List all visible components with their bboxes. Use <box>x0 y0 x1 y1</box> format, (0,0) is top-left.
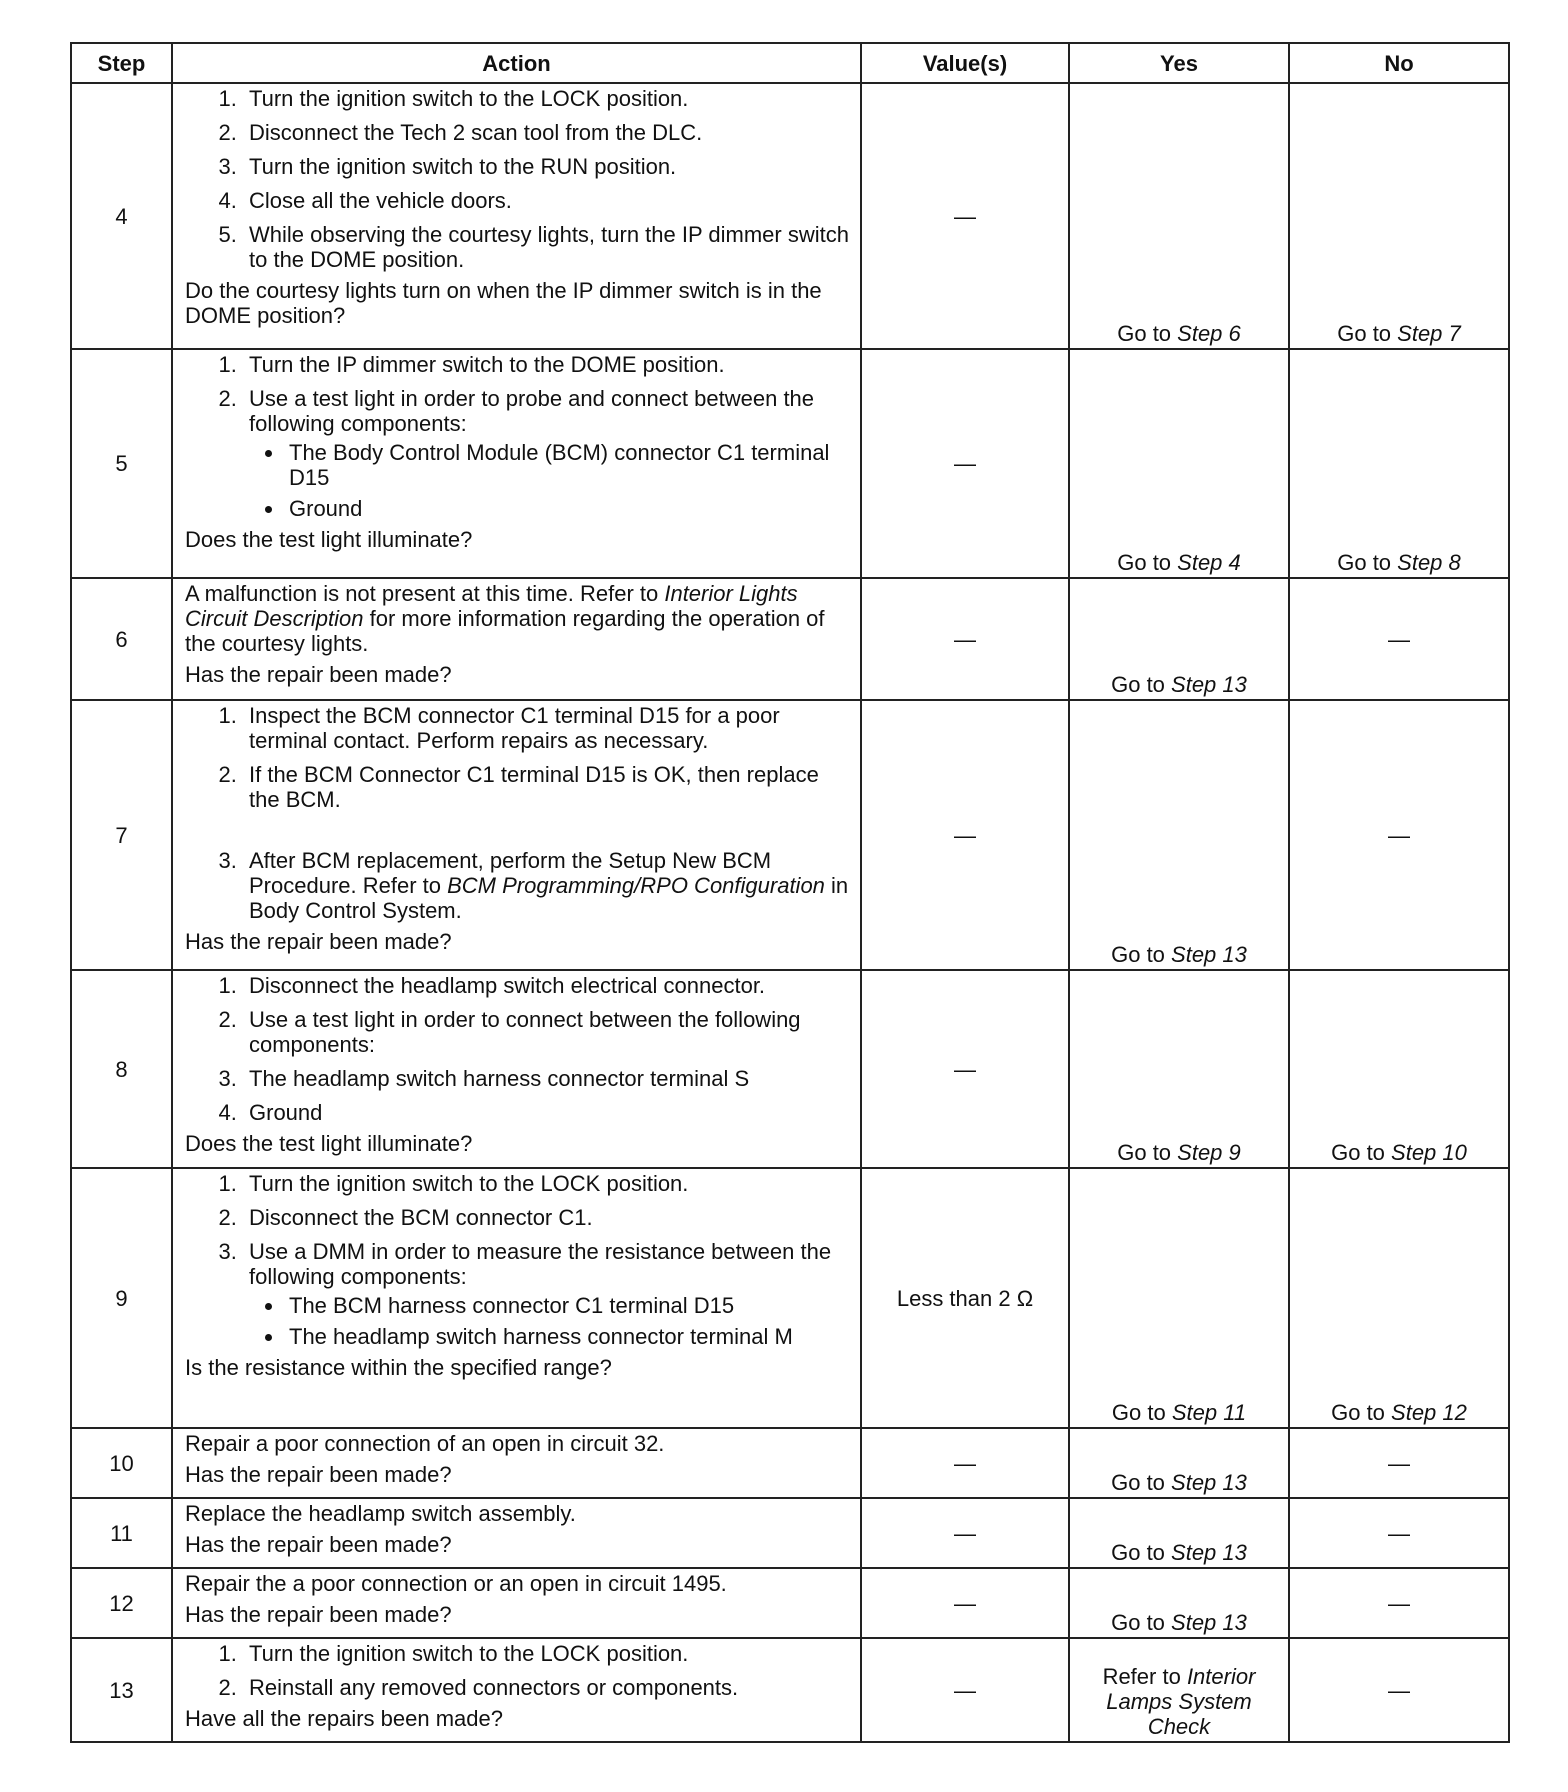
action-list <box>185 1171 852 1349</box>
action-item: 1. Turn the ignition switch to the LOCK position. <box>243 86 852 111</box>
yes-prefix: Go to <box>1111 1470 1172 1495</box>
action-item: 3. The headlamp switch harness connector terminal S <box>243 1066 852 1091</box>
yes-cell <box>1069 1638 1289 1742</box>
value-cell: — <box>861 1428 1069 1498</box>
question-text: Has the repair been made? <box>185 929 452 954</box>
value-cell: — <box>861 1568 1069 1638</box>
yes-prefix: Go to <box>1111 1540 1172 1565</box>
value-cell: — <box>861 700 1069 970</box>
header-values: Value(s) <box>861 43 1069 83</box>
component-item: • The BCM harness connector C1 terminal D15 <box>285 1293 852 1318</box>
no-cell <box>1289 349 1509 578</box>
paragraph-text: for more information regarding the operation of the courtesy lights. <box>185 606 825 656</box>
action-item: 2. Reinstall any removed connectors or components. <box>243 1675 852 1700</box>
value-cell: Less than 2 Ω <box>861 1168 1069 1428</box>
yes-prefix: Go to <box>1111 672 1172 697</box>
yes-prefix: Go to <box>1117 321 1178 346</box>
yes-prefix: Go to <box>1111 1400 1172 1425</box>
action-item-text: Use a DMM in order to measure the resistance between the following components: <box>249 1239 832 1289</box>
action-item <box>243 1239 852 1349</box>
yes-target: Step 13 <box>1171 1540 1247 1565</box>
action-paragraph: Repair a poor connection of an open in circuit 32. <box>185 1431 665 1456</box>
no-cell <box>1289 970 1509 1168</box>
no-prefix: Go to <box>1337 321 1398 346</box>
component-list <box>249 440 852 521</box>
action-cell <box>172 1168 861 1428</box>
action-list <box>185 86 852 272</box>
question-text: Do the courtesy lights turn on when the IP dimmer switch is in the DOME position? <box>185 278 822 328</box>
action-item-text: Use a test light in order to probe and connect between the following components: <box>249 386 815 436</box>
table-row-step-13 <box>71 1638 1509 1742</box>
table-row-step-11 <box>71 1498 1509 1568</box>
no-cell: — <box>1289 1498 1509 1568</box>
no-target: Step 10 <box>1391 1140 1467 1165</box>
yes-target: Step 13 <box>1171 942 1247 967</box>
question-text: Has the repair been made? <box>185 1532 452 1557</box>
step-number: 5 <box>71 349 172 578</box>
action-item: 1. Turn the ignition switch to the LOCK position. <box>243 1641 852 1666</box>
value-cell: — <box>861 1498 1069 1568</box>
table-row-step-9 <box>71 1168 1509 1428</box>
yes-prefix: Refer to <box>1102 1664 1187 1689</box>
question-text: Does the test light illuminate? <box>185 527 473 552</box>
action-cell <box>172 1498 861 1568</box>
action-cell <box>172 1568 861 1638</box>
header-no: No <box>1289 43 1509 83</box>
step-number: 12 <box>71 1568 172 1638</box>
action-item: 1. Turn the ignition switch to the LOCK position. <box>243 1171 852 1196</box>
component-item: • The Body Control Module (BCM) connector C1 terminal D15 <box>285 440 852 490</box>
action-item: 2. If the BCM Connector C1 terminal D15 is OK, then replace the BCM. <box>243 762 852 812</box>
action-item: 2. Disconnect the Tech 2 scan tool from the DLC. <box>243 120 852 145</box>
table-row-step-6 <box>71 578 1509 700</box>
step-number: 10 <box>71 1428 172 1498</box>
value-cell: — <box>861 1638 1069 1742</box>
no-prefix: Go to <box>1331 1400 1392 1425</box>
component-list <box>249 1293 852 1349</box>
header-row <box>71 43 1509 83</box>
yes-target: Step 9 <box>1177 1140 1241 1165</box>
yes-target: Step 13 <box>1171 1470 1247 1495</box>
reference-title: Interior Lights Circuit Description <box>185 581 798 631</box>
action-item: 1. Inspect the BCM connector C1 terminal D15 for a poor terminal contact. Perform repairs as necessary. <box>243 703 852 753</box>
action-cell <box>172 1638 861 1742</box>
no-cell: — <box>1289 1568 1509 1638</box>
table-row-step-7 <box>71 700 1509 970</box>
step-number: 7 <box>71 700 172 970</box>
yes-prefix: Go to <box>1117 1140 1178 1165</box>
action-item: 4. Ground <box>243 1100 852 1125</box>
value-cell: — <box>861 349 1069 578</box>
action-item: 5. While observing the courtesy lights, turn the IP dimmer switch to the DOME position. <box>243 222 852 272</box>
no-prefix: Go to <box>1331 1140 1392 1165</box>
no-target: Step 7 <box>1397 321 1461 346</box>
yes-target: Step 13 <box>1171 672 1247 697</box>
no-cell: — <box>1289 1638 1509 1742</box>
table-row-step-8 <box>71 970 1509 1168</box>
component-item: • The headlamp switch harness connector terminal M <box>285 1324 852 1349</box>
action-cell <box>172 1428 861 1498</box>
yes-cell <box>1069 970 1289 1168</box>
no-cell: — <box>1289 578 1509 700</box>
action-cell <box>172 700 861 970</box>
action-item: 2. Disconnect the BCM connector C1. <box>243 1205 852 1230</box>
table-row-step-4 <box>71 83 1509 349</box>
header-action: Action <box>172 43 861 83</box>
yes-target: Step 13 <box>1171 1610 1247 1635</box>
no-cell: — <box>1289 700 1509 970</box>
action-item-text: After BCM replacement, perform the Setup New BCM Procedure. Refer to <box>249 848 772 898</box>
header-step: Step <box>71 43 172 83</box>
action-cell <box>172 349 861 578</box>
question-text: Does the test light illuminate? <box>185 1131 473 1156</box>
action-item: 2. Use a test light in order to connect between the following components: <box>243 1007 852 1057</box>
diagnostic-table <box>70 42 1510 1743</box>
action-paragraph: Replace the headlamp switch assembly. <box>185 1501 576 1526</box>
step-number: 9 <box>71 1168 172 1428</box>
action-item-text: in Body Control System. <box>249 873 849 923</box>
yes-target: Step 6 <box>1177 321 1241 346</box>
yes-cell <box>1069 1498 1289 1568</box>
yes-cell <box>1069 349 1289 578</box>
action-list <box>185 703 852 923</box>
action-list <box>185 1641 852 1700</box>
yes-cell <box>1069 1428 1289 1498</box>
yes-cell <box>1069 1568 1289 1638</box>
yes-cell <box>1069 578 1289 700</box>
action-cell <box>172 970 861 1168</box>
no-cell <box>1289 1168 1509 1428</box>
no-prefix: Go to <box>1337 550 1398 575</box>
paragraph-text: A malfunction is not present at this time. Refer to <box>185 581 665 606</box>
table-row-step-10 <box>71 1428 1509 1498</box>
value-cell: — <box>861 83 1069 349</box>
action-item: 1. Turn the IP dimmer switch to the DOME position. <box>243 352 852 377</box>
yes-cell <box>1069 83 1289 349</box>
action-item: 1. Disconnect the headlamp switch electrical connector. <box>243 973 852 998</box>
yes-target: Step 11 <box>1171 1400 1247 1425</box>
step-number: 8 <box>71 970 172 1168</box>
action-item <box>243 848 852 923</box>
question-text: Is the resistance within the specified range? <box>185 1355 612 1380</box>
yes-target: Interior Lamps System Check <box>1106 1664 1256 1739</box>
step-number: 13 <box>71 1638 172 1742</box>
value-cell: — <box>861 970 1069 1168</box>
question-text: Has the repair been made? <box>185 662 452 687</box>
yes-prefix: Go to <box>1111 1610 1172 1635</box>
step-number: 4 <box>71 83 172 349</box>
value-cell: — <box>861 578 1069 700</box>
yes-prefix: Go to <box>1117 550 1178 575</box>
no-target: Step 12 <box>1391 1400 1467 1425</box>
yes-cell <box>1069 700 1289 970</box>
reference-title: BCM Programming/RPO Configuration <box>447 873 825 898</box>
action-list <box>185 973 852 1125</box>
step-number: 11 <box>71 1498 172 1568</box>
action-list <box>185 352 852 521</box>
table-row-step-12 <box>71 1568 1509 1638</box>
action-cell <box>172 83 861 349</box>
question-text: Has the repair been made? <box>185 1462 452 1487</box>
question-text: Has the repair been made? <box>185 1602 452 1627</box>
action-item: 4. Close all the vehicle doors. <box>243 188 852 213</box>
action-paragraph <box>185 581 852 656</box>
component-item: • Ground <box>285 496 852 521</box>
action-item <box>243 386 852 521</box>
no-target: Step 8 <box>1397 550 1461 575</box>
header-yes: Yes <box>1069 43 1289 83</box>
step-number: 6 <box>71 578 172 700</box>
action-item: 3. Turn the ignition switch to the RUN position. <box>243 154 852 179</box>
action-paragraph: Repair the a poor connection or an open in circuit 1495. <box>185 1571 727 1596</box>
action-cell <box>172 578 861 700</box>
yes-target: Step 4 <box>1177 550 1241 575</box>
yes-cell <box>1069 1168 1289 1428</box>
question-text: Have all the repairs been made? <box>185 1706 503 1731</box>
table-row-step-5 <box>71 349 1509 578</box>
no-cell <box>1289 83 1509 349</box>
yes-prefix: Go to <box>1111 942 1172 967</box>
no-cell: — <box>1289 1428 1509 1498</box>
